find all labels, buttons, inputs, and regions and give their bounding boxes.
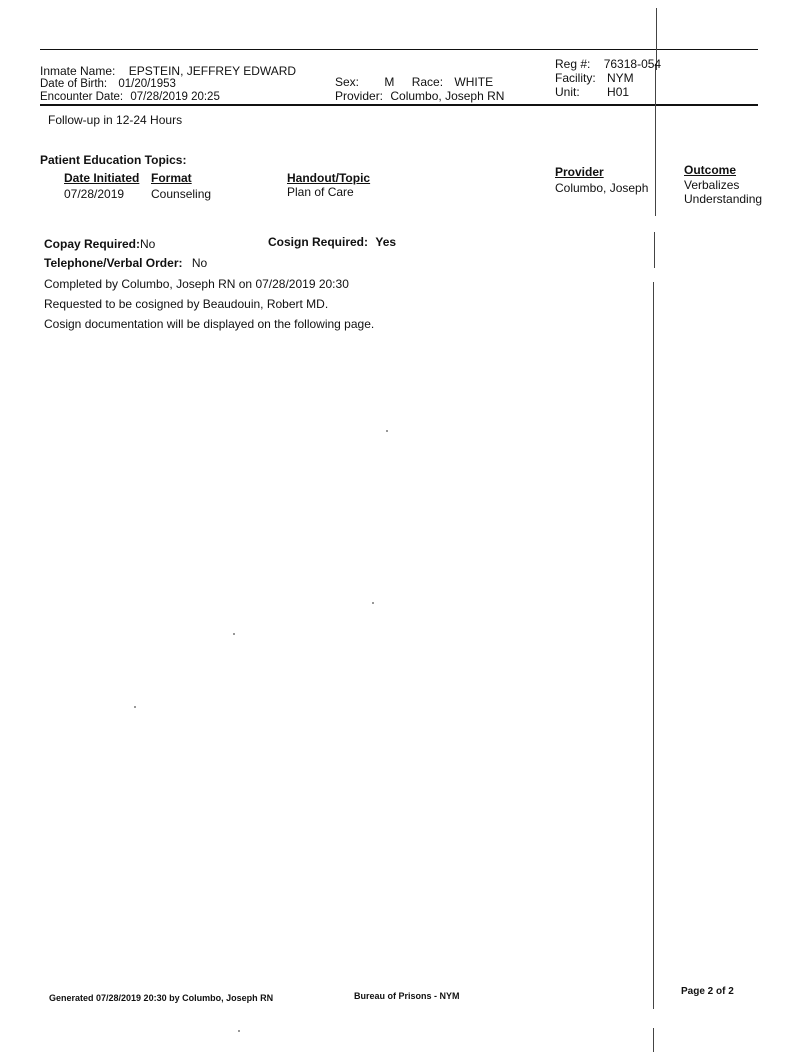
encounter-value: 07/28/2019 20:25 [130,91,220,103]
row-handout: Plan of Care [287,185,354,199]
row-date-initiated: 07/28/2019 [64,187,125,201]
cosign-row [268,235,396,249]
cosign-note-text: Cosign documentation will be displayed on the following page. [44,317,375,331]
scan-speck [238,1030,240,1032]
col-outcome: Outcome [684,163,737,177]
facility-label: Facility: [555,71,596,85]
col-provider: Provider [555,165,604,179]
dob-value: 01/20/1953 [118,78,176,90]
cosign-label: Cosign Required: [268,235,369,249]
encounter-row [40,91,220,103]
dob-row [40,78,176,90]
telephone-label: Telephone/Verbal Order: [44,256,183,270]
reg-row [555,57,661,71]
sex-value: M [384,75,395,89]
cosign-value: Yes [375,235,397,249]
facility-value: NYM [607,71,634,85]
scan-line-lower [653,282,654,1009]
unit-value: H01 [607,85,630,99]
reg-value: 76318-054 [603,57,662,71]
race-value: WHITE [454,75,494,89]
completed-text: Completed by Columbo, Joseph RN on 07/28/2019 20:30 [44,277,349,291]
row-outcome-line1: Verbalizes [684,178,740,192]
encounter-label: Encounter Date: [40,91,124,103]
row-outcome-line2: Understanding [684,192,763,206]
requested-text: Requested to be cosigned by Beaudouin, Robert MD. [44,297,329,311]
footer-page: Page 2 of 2 [681,986,734,997]
copay-label: Copay Required: [44,237,141,251]
inmate-name-row [40,64,296,78]
inmate-name-value: EPSTEIN, JEFFREY EDWARD [128,64,297,78]
col-date-initiated: Date Initiated [64,171,140,185]
scan-speck [233,633,235,635]
sex-label: Sex: [335,75,360,89]
provider-label: Provider: [335,89,384,103]
copay-row [44,237,155,251]
scan-speck [386,430,388,432]
scan-line-bottom [653,1028,654,1052]
header-top-rule [40,49,758,50]
scan-line-upper [655,64,656,216]
copay-value: No [140,237,156,251]
row-provider: Columbo, Joseph [555,181,649,195]
inmate-name-label: Inmate Name: [40,64,116,78]
footer-bureau: Bureau of Prisons - NYM [354,991,460,1001]
footer-generated: Generated 07/28/2019 20:30 by Columbo, Joseph RN [49,993,274,1003]
col-handout: Handout/Topic [287,171,371,185]
reg-label: Reg #: [555,57,591,71]
scan-speck [372,602,374,604]
unit-row [555,85,629,99]
sex-race-row [335,75,493,89]
scan-line-mid [654,232,655,268]
dob-label: Date of Birth: [40,78,108,90]
unit-label: Unit: [555,85,580,99]
scan-speck [134,706,136,708]
col-format: Format [151,171,192,185]
provider-row [335,89,504,103]
education-title: Patient Education Topics: [40,153,187,167]
race-label: Race: [411,75,444,89]
telephone-value: No [191,256,208,270]
followup-text: Follow-up in 12-24 Hours [48,113,183,127]
telephone-row [44,256,207,270]
facility-row [555,71,634,85]
row-format: Counseling [151,187,212,201]
provider-value: Columbo, Joseph RN [390,89,505,103]
header-bottom-rule [40,104,758,106]
